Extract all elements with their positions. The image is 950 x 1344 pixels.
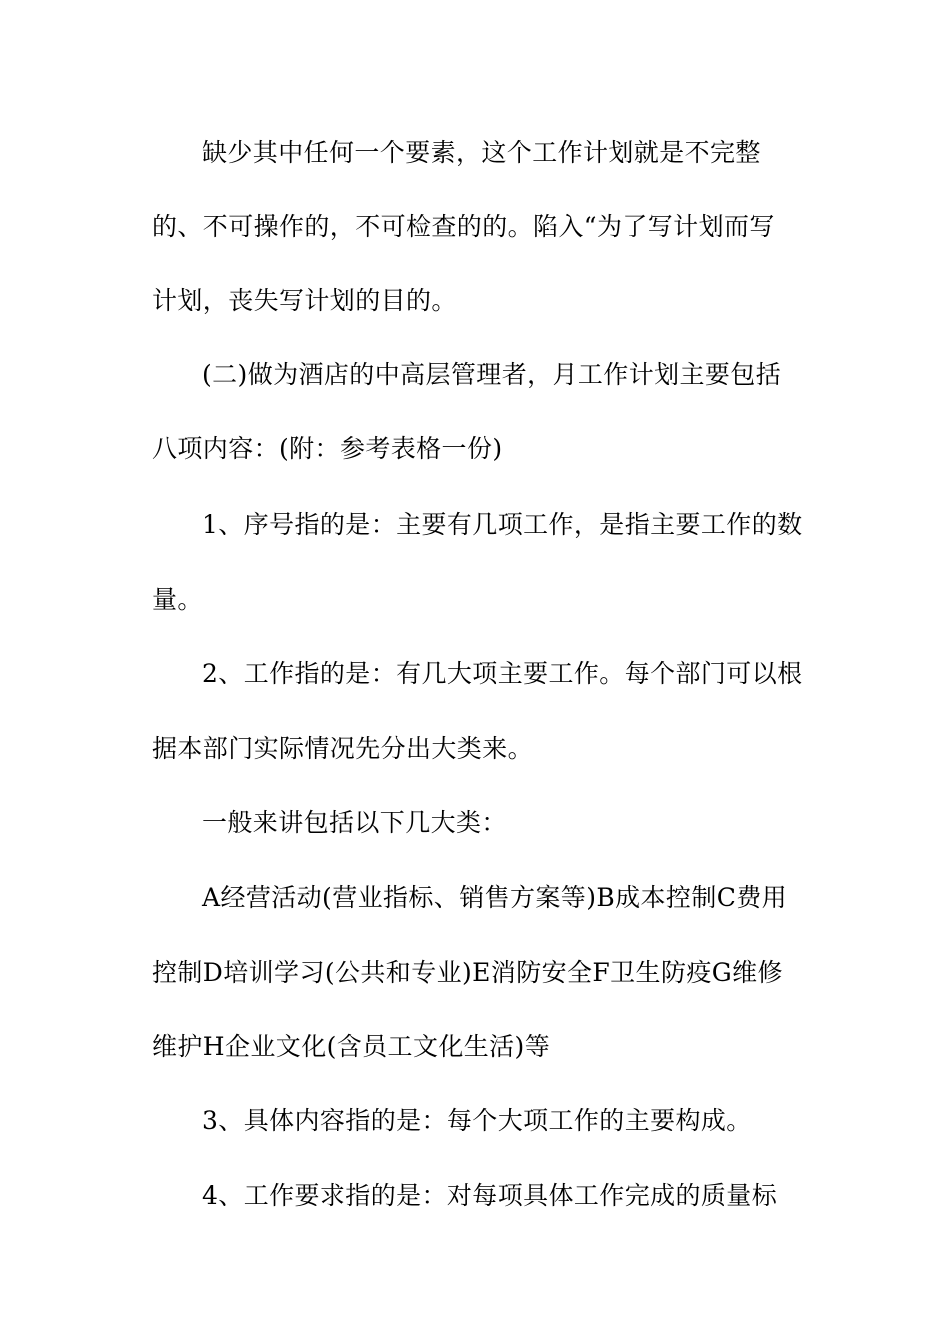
text-line: 计划，丧失写计划的目的。 bbox=[152, 286, 457, 315]
text-line: 缺少其中任何一个要素，这个工作计划就是不完整 bbox=[202, 138, 761, 167]
text-line: 3、具体内容指的是：每个大项工作的主要构成。 bbox=[202, 1106, 752, 1135]
text-line: 量。 bbox=[152, 585, 203, 614]
text-line: 据本部门实际情况先分出大类来。 bbox=[152, 734, 534, 763]
text-line: 控制D培训学习(公共和专业)E消防安全F卫生防疫G维修 bbox=[152, 958, 783, 987]
text-line: 的、不可操作的，不可检查的的。陷入“为了写计划而写 bbox=[152, 212, 775, 241]
text-line: (二)做为酒店的中高层管理者，月工作计划主要包括 bbox=[202, 360, 782, 389]
text-line: 2、工作指的是：有几大项主要工作。每个部门可以根 bbox=[202, 659, 803, 688]
text-line: 八项内容：(附：参考表格一份) bbox=[152, 434, 503, 463]
text-line: 4、工作要求指的是：对每项具体工作完成的质量标 bbox=[202, 1181, 778, 1210]
text-line: 一般来讲包括以下几大类： bbox=[202, 808, 507, 837]
text-line: 维护H企业文化(含员工文化生活)等 bbox=[152, 1032, 551, 1061]
text-line: A经营活动(营业指标、销售方案等)B成本控制C费用 bbox=[202, 883, 788, 912]
text-line: 1、序号指的是：主要有几项工作，是指主要工作的数 bbox=[202, 510, 803, 539]
